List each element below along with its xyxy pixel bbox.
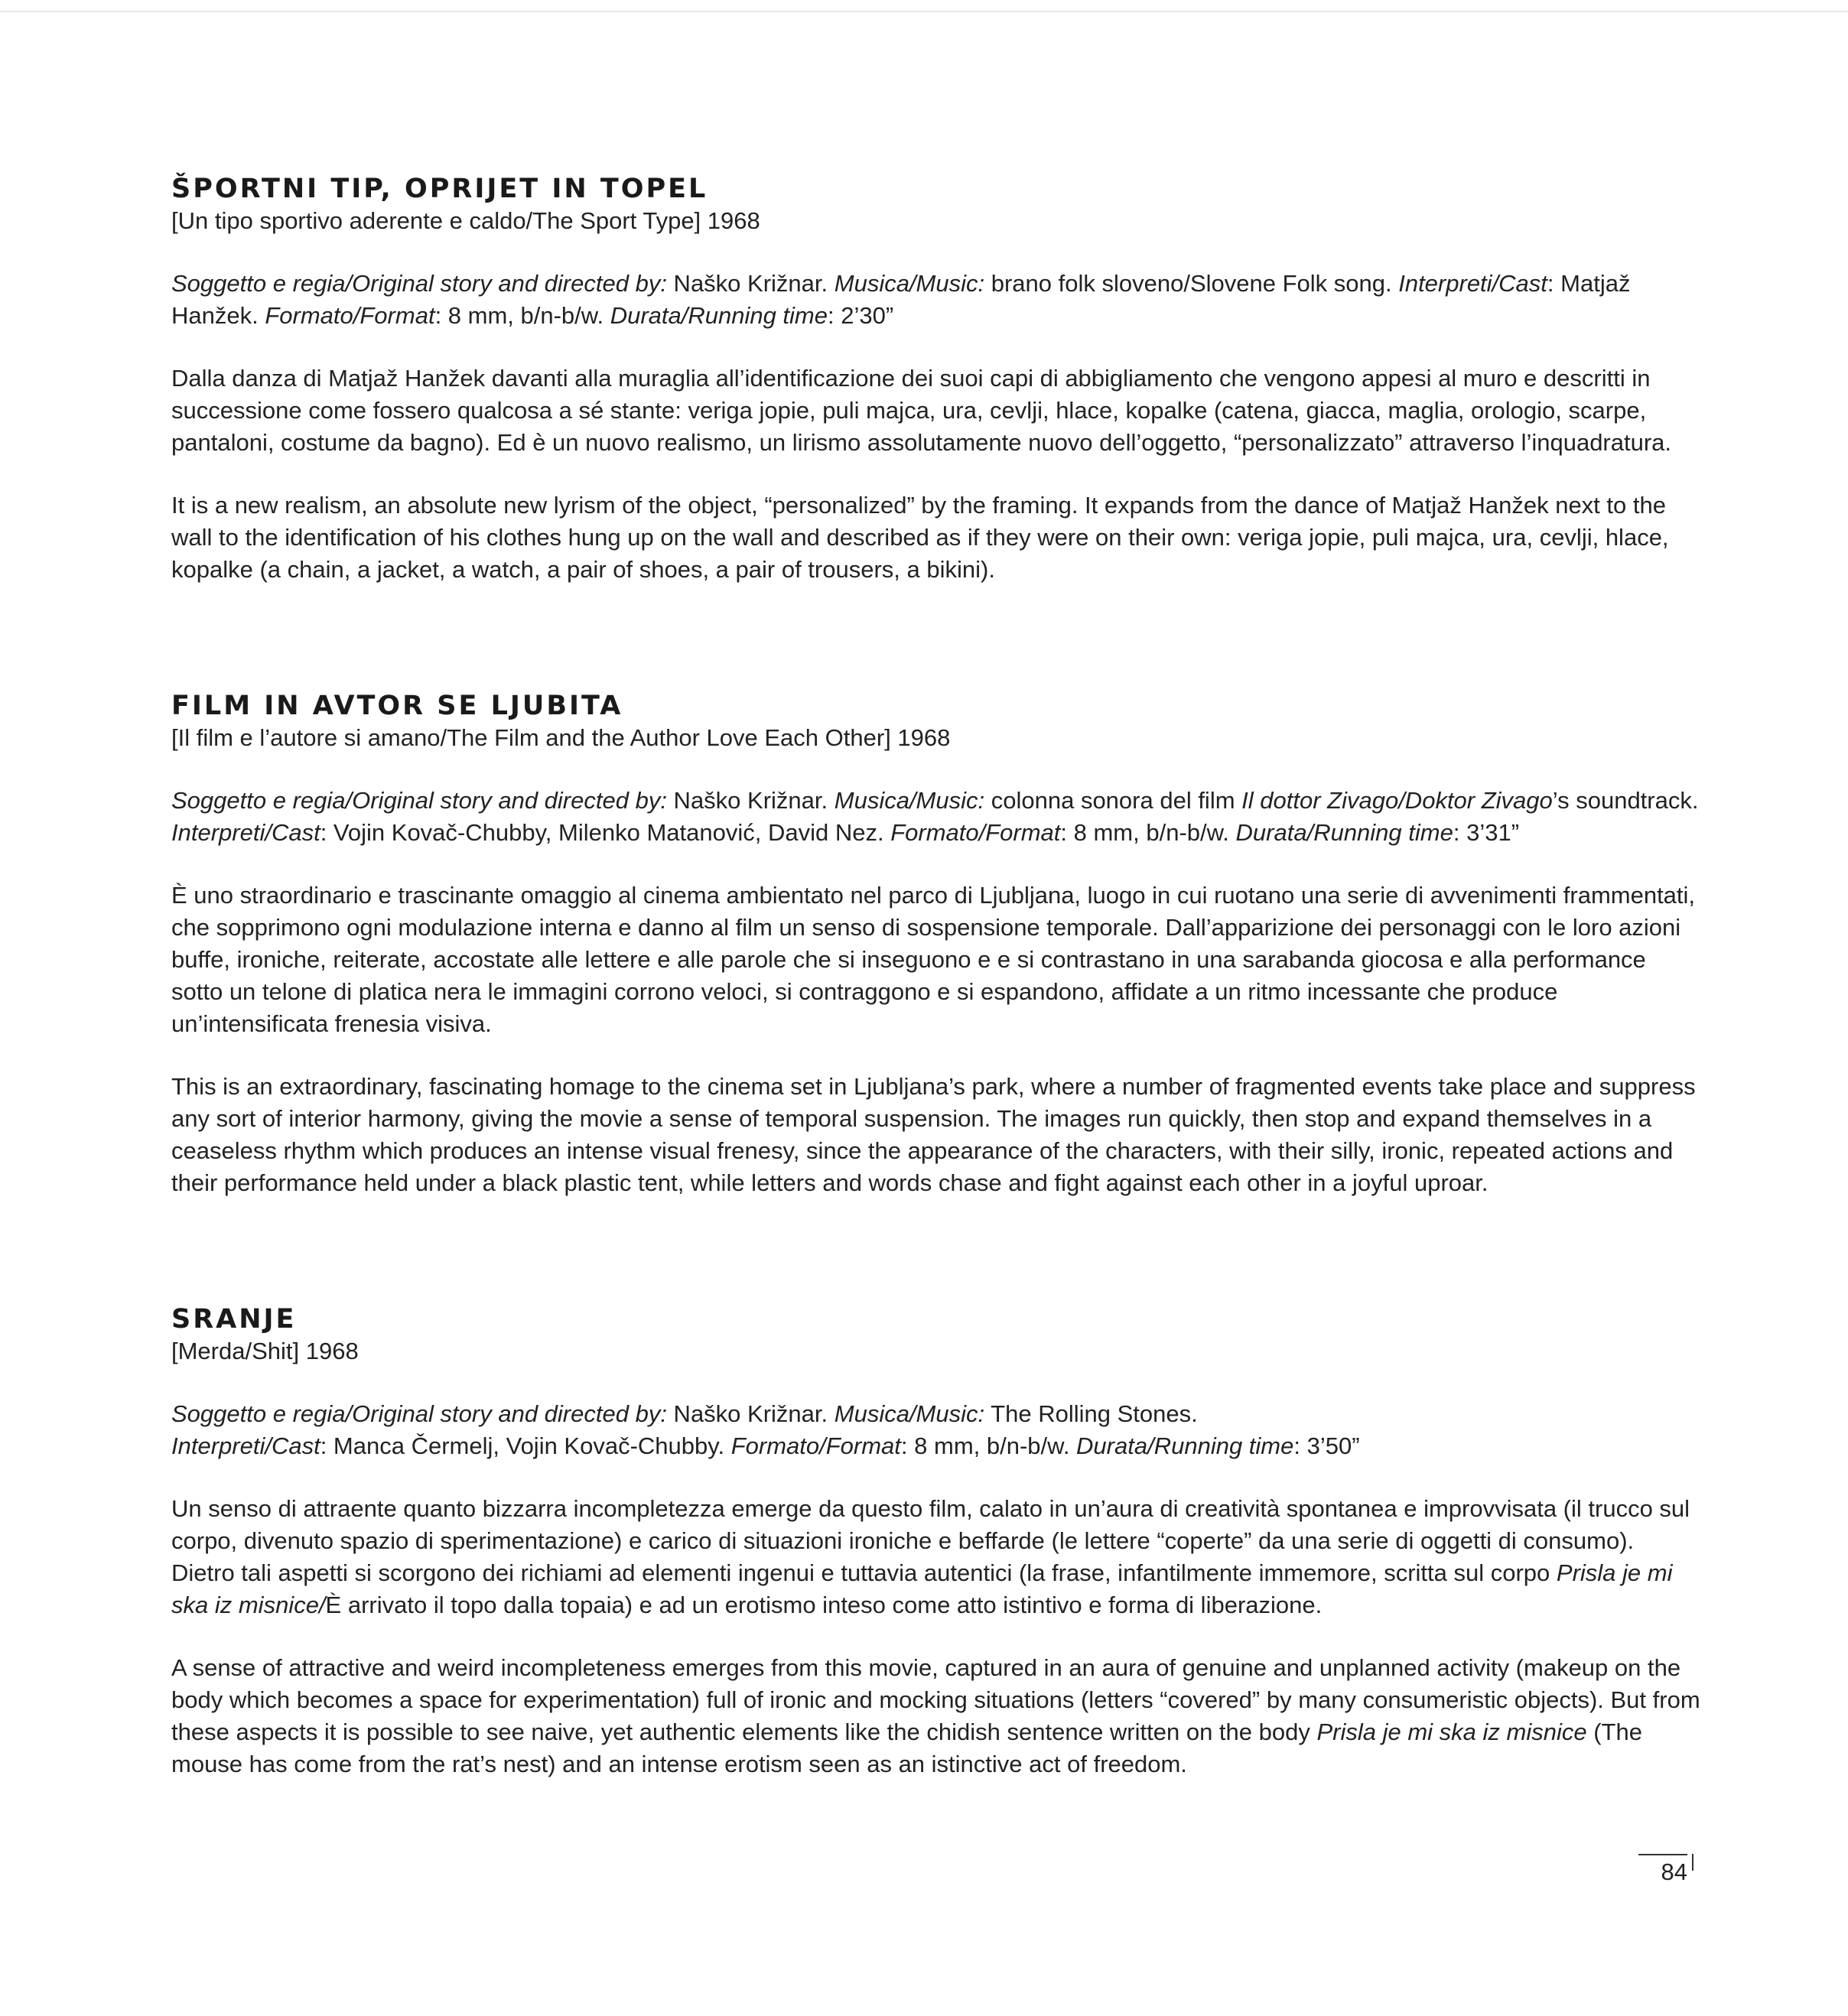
credit-label: Musica/Music: [834, 270, 985, 297]
film-subtitle: [Un tipo sportivo aderente e caldo/The Sport Type] 1968 [171, 207, 760, 234]
film-entry [171, 1303, 1701, 1780]
credit-value: : Vojin Kovač-Chubby, Milenko Matanović, David Nez. [320, 819, 891, 846]
page-number: 84 [1638, 1854, 1687, 1889]
credit-value: : 8 mm, b/n-b/w. [434, 302, 610, 329]
page-content [171, 173, 1701, 1780]
credit-value: : 3’31” [1453, 819, 1520, 846]
description-english [171, 1652, 1701, 1780]
description-italian: È uno straordinario e trascinante omaggio al cinema ambientato nel parco di Ljubljana, luogo in cui ruotano una serie di avvenimenti frammentati, che sopprimono ogni modulazione interna e danno al film un senso di sospensione temporale. Dall’apparizione dei personaggi con le loro azioni buffe, ironiche, reiterate, accostate alle lettere e alle parole che si inseguono e e si contrastano in una sarabanda giocosa e alla performance sotto un telone di platica nera le immagini corrono veloci, si contraggono e si espandono, affidate a un ritmo incessante che produce un’intensificata frenesia visiva. [171, 882, 1696, 1037]
quoted-sentence: Prisla je mi ska iz misnice/ [171, 1559, 1673, 1618]
credit-value: : 8 mm, b/n-b/w. [900, 1432, 1077, 1459]
credit-value: : Manca Čermelj, Vojin Kovač-Chubby. [320, 1432, 731, 1459]
film-credits [171, 268, 1701, 332]
credit-value: ’s soundtrack. [1552, 787, 1699, 814]
description-italian [171, 1493, 1701, 1621]
credit-label: Musica/Music: [834, 1400, 985, 1427]
credit-value: Naško Križnar. [666, 270, 835, 297]
credit-label: Soggetto e regia/Original story and directed by: [171, 787, 667, 814]
film-entry [171, 173, 1701, 586]
credit-value: : 2’30” [828, 302, 894, 329]
credit-value: : Matjaž Hanžek. [171, 270, 1631, 329]
credit-film-title: Il dottor Zivago/Doktor Zivago [1241, 787, 1553, 814]
credit-value: The Rolling Stones. [984, 1400, 1198, 1427]
credit-label: Durata/Running time [1235, 819, 1453, 846]
credit-label: Interpreti/Cast [1398, 270, 1547, 297]
credit-label: Interpreti/Cast [171, 1432, 320, 1459]
credit-value: Naško Križnar. [666, 787, 835, 814]
credit-label: Formato/Format [265, 302, 435, 329]
credit-label: Durata/Running time [610, 302, 828, 329]
credit-value: : 3’50” [1293, 1432, 1360, 1459]
quoted-sentence: Prisla je mi ska iz misnice [1316, 1718, 1587, 1745]
credit-label: Soggetto e regia/Original story and directed by: [171, 270, 667, 297]
credit-label: Interpreti/Cast [171, 819, 320, 846]
film-subtitle: [Merda/Shit] 1968 [171, 1338, 359, 1364]
credit-label: Formato/Format [890, 819, 1061, 846]
description-text: Un senso di attraente quanto bizzarra incompletezza emerge da questo film, calato in un’aura di creatività spontanea e improvvisata (il trucco sul corpo, divenuto spazio di sperimentazione) e carico di situazioni ironiche e beffarde (le lettere “coperte” da una serie di oggetti di consumo). Dietro tali aspetti si scorgono dei richiami ad elementi ingenui e tuttavia autentici (la frase, infantilmente immemore, scritta sul corpo [171, 1495, 1690, 1586]
description-english: It is a new realism, an absolute new lyrism of the object, “personalized” by the framing. It expands from the dance of Matjaž Hanžek next to the wall to the identification of his clothes hung up on the wall and described as if they were on their own: veriga jopie, puli majca, ura, cevlji, hlace, kopalke (a chain, a jacket, a watch, a pair of shoes, a pair of trousers, a bikini). [171, 492, 1669, 583]
film-subtitle: [Il film e l’autore si amano/The Film and the Author Love Each Other] 1968 [171, 724, 951, 751]
credit-value: : 8 mm, b/n-b/w. [1060, 819, 1236, 846]
film-title: SRANJE [171, 1304, 297, 1335]
description-text: È arrivato il topo dalla topaia) e ad un erotismo inteso come atto istintivo e forma di liberazione. [325, 1592, 1323, 1618]
credit-label: Soggetto e regia/Original story and directed by: [171, 1400, 667, 1427]
description-italian: Dalla danza di Matjaž Hanžek davanti alla muraglia all’identificazione dei suoi capi di abbigliamento che vengono appesi al muro e descritti in successione come fossero qualcosa a sé stante: veriga jopie, puli majca, ura, cevlji, hlace, kopalke (catena, giacca, maglia, orologio, scarpe, pantaloni, costume da bagno). Ed è un nuovo realismo, un lirismo assolutamente nuovo dell’oggetto, “personalizzato” attraverso l’inquadratura. [171, 365, 1672, 456]
description-text: A sense of attractive and weird incompleteness emerges from this movie, captured in an aura of genuine and unplanned activity (makeup on the body which becomes a space for experimentation) full of ironic and mocking situations (letters “covered” by many consumeristic objects). But from these aspects it is possible to see naive, yet authentic elements like the chidish sentence written on the body [171, 1654, 1700, 1745]
film-credits [171, 1398, 1701, 1462]
film-credits [171, 785, 1701, 849]
credit-label: Formato/Format [730, 1432, 901, 1459]
credit-label: Musica/Music: [834, 787, 985, 814]
film-entry [171, 690, 1701, 1199]
film-title: FILM IN AVTOR SE LJUBITA [171, 691, 623, 721]
credit-label: Durata/Running time [1076, 1432, 1294, 1459]
credit-value: Naško Križnar. [666, 1400, 835, 1427]
description-text: (The mouse has come from the rat’s nest) and an intense erotism seen as an istinctive act of freedom. [171, 1718, 1642, 1777]
top-rule [0, 11, 1848, 12]
description-english: This is an extraordinary, fascinating homage to the cinema set in Ljubljana’s park, where a number of fragmented events take place and suppress any sort of interior harmony, giving the movie a sense of temporal suspension. The images run quickly, then stop and expand themselves in a ceaseless rhythm which produces an intense visual frenesy, since the appearance of the characters, with their silly, ironic, repeated actions and their performance held under a black plastic tent, while letters and words chase and fight against each other in a joyful uproar. [171, 1073, 1696, 1196]
credit-value: colonna sonora del film [984, 787, 1242, 814]
film-title: ŠPORTNI TIP, OPRIJET IN TOPEL [171, 174, 708, 204]
credit-value: brano folk sloveno/Slovene Folk song. [984, 270, 1399, 297]
